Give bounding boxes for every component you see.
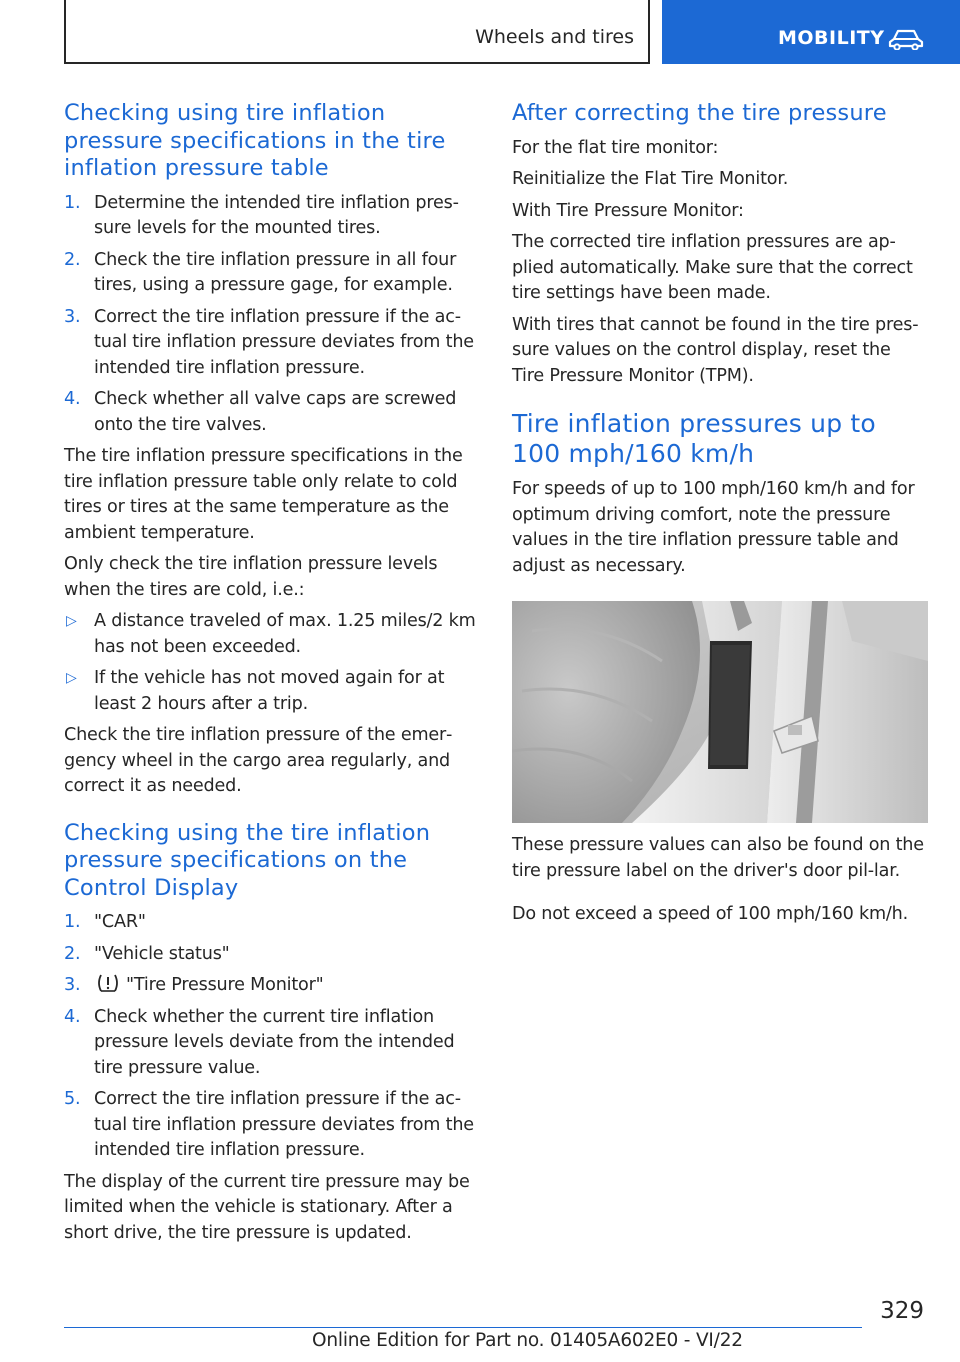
paragraph-cold-tires: The tire inflation pressure specifications in the tire inflation pressure table only relate to cold tires or tires at the same temperature as the ambient temperature. bbox=[64, 446, 463, 543]
header-chapter-title: MOBILITY bbox=[778, 27, 885, 49]
paragraph-flat: Reinitialize the Flat Tire Monitor. bbox=[512, 169, 789, 189]
paragraph-only-check: Only check the tire inflation pressure levels when the tires are cold, i.e.: bbox=[64, 554, 438, 600]
triangle-bullet-icon: ▷ bbox=[66, 613, 77, 629]
heading-after-correcting: After correcting the tire pressure bbox=[512, 100, 887, 126]
list-item: 5. Correct the tire inflation pressure if the ac‐tual tire inflation pressure deviates from the intended tire inflation pressure. bbox=[64, 1089, 474, 1160]
table-steps-list bbox=[64, 191, 478, 439]
paragraph-door-label: These pressure values can also be found on the tire pressure label on the driver's door pil‐lar. bbox=[512, 835, 924, 881]
list-item: 2. Check the tire inflation pressure in all four tires, using a pressure gage, for example. bbox=[64, 249, 457, 295]
paragraph-stationary: The display of the current tire pressure may be limited when the vehicle is stationary. After a short drive, the tire pressure is updated. bbox=[64, 1171, 470, 1243]
paragraph-unknown-tires: With tires that cannot be found in the tire pres‐sure values on the control display, reset the Tire Pressure Monitor (TPM). bbox=[512, 314, 919, 386]
list-item: 3. "Tire Pressure Monitor" bbox=[64, 975, 324, 995]
right-column bbox=[512, 100, 926, 934]
list-item: 4. Check whether all valve caps are screwed onto the tire valves. bbox=[64, 389, 457, 435]
paragraph-speed: For speeds of up to 100 mph/160 km/h and for optimum driving comfort, note the pressure values in the tire inflation pressure table and adjust as necessary. bbox=[512, 479, 915, 576]
paragraph-emergency-wheel: Check the tire inflation pressure of the emer‐gency wheel in the cargo area regularly, and correct it as needed. bbox=[64, 725, 453, 796]
heading-table-check: Checking using tire inflation pressure specifications in the tire inflation pressure table bbox=[64, 100, 446, 181]
page-number: 329 bbox=[880, 1298, 924, 1324]
tire-pressure-warning-icon bbox=[96, 973, 120, 993]
footer-edition: Online Edition for Part no. 01405A602E0 - VI/22 bbox=[312, 1330, 743, 1351]
list-item: 1. "CAR" bbox=[64, 912, 146, 932]
paragraph-tpm-label: With Tire Pressure Monitor: bbox=[512, 200, 744, 221]
list-item: 1. Determine the intended tire inflation pres‐sure levels for the mounted tires. bbox=[64, 192, 459, 238]
door-pillar-photo bbox=[512, 601, 928, 823]
list-item: 4. Check whether the current tire inflation pressure levels deviate from the intended tire pressure value. bbox=[64, 1006, 455, 1078]
heading-speed-pressures: Tire inflation pressures up to 100 mph/160 km/h bbox=[512, 409, 876, 468]
display-steps-list bbox=[64, 910, 478, 1164]
header-section-title: Wheels and tires bbox=[475, 26, 634, 48]
door-pillar-illustration bbox=[512, 601, 928, 823]
paragraph-flat-label: For the flat tire monitor: bbox=[512, 137, 719, 158]
header-chapter-box bbox=[662, 0, 960, 64]
left-column bbox=[64, 100, 478, 1252]
list-item: ▷ If the vehicle has not moved again for at least 2 hours after a trip. bbox=[66, 668, 445, 714]
list-item: ▷ A distance traveled of max. 1.25 miles/2 km has not been exceeded. bbox=[66, 611, 476, 657]
conditions-list bbox=[64, 609, 478, 717]
car-icon bbox=[888, 28, 924, 50]
header-section-box bbox=[64, 0, 650, 64]
list-item: 2. "Vehicle status" bbox=[64, 943, 230, 964]
footer-divider bbox=[64, 1327, 862, 1328]
heading-display-check: Checking using the tire inflation pressure specifications on the Control Display bbox=[64, 819, 431, 901]
list-item: 3. Correct the tire inflation pressure if the ac‐tual tire inflation pressure deviates from the intended tire inflation pressure. bbox=[64, 306, 474, 378]
triangle-bullet-icon: ▷ bbox=[66, 670, 77, 686]
paragraph-tpm: The corrected tire inflation pressures are ap‐plied automatically. Make sure that the correct tire settings have been made. bbox=[512, 232, 913, 303]
paragraph-do-not-exceed: Do not exceed a speed of 100 mph/160 km/h. bbox=[512, 904, 909, 924]
